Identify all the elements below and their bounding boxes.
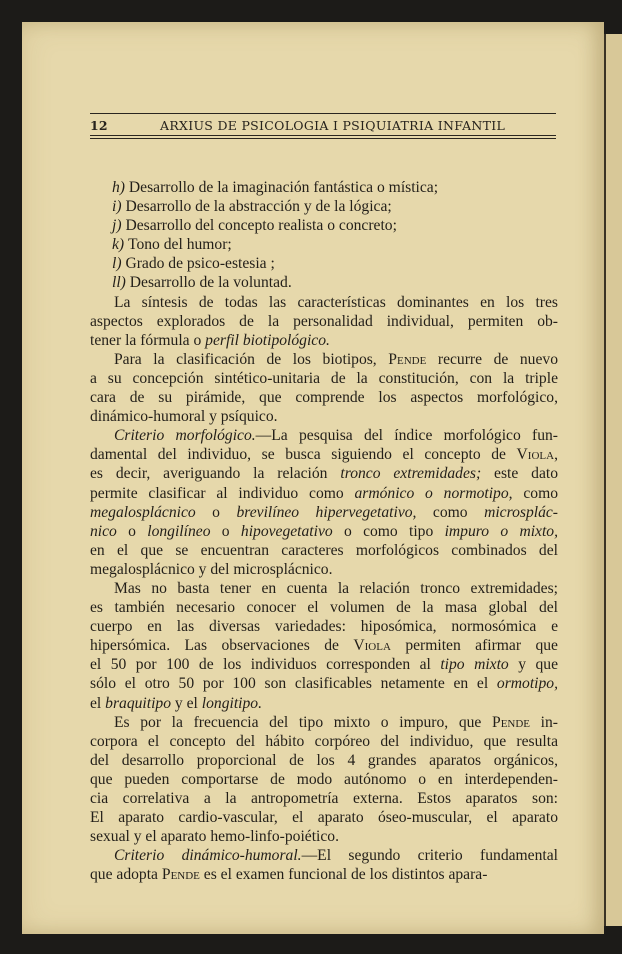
text-line [90,827,558,846]
text-line [90,522,558,541]
text-run: como [416,503,485,521]
author-name: Viola [353,637,391,655]
text-line [90,636,558,655]
text-run: hipersómica. Las observaciones de [90,637,354,655]
text-run: cia correlativa a la antropometría externa. Estos aparatos son: [90,790,558,807]
list-item-line [90,216,558,235]
text-run: recurre de nuevo [426,350,558,368]
text-run: que adopta [90,866,162,884]
italic-text: h) [112,179,129,196]
text-line [90,407,558,426]
text-run: es también necesario conocer el volumen de la masa global del [90,599,558,617]
italic-text: Criterio dinámico-humoral. [114,847,302,865]
text-run: dinámico-humoral y psíquico. [90,408,278,426]
text-run: es el examen funcional de los distintos apara- [199,866,488,884]
text-run: Desarrollo de la abstracción y de la lógica; [125,198,392,216]
text-run: —La pesquisa del índice morfológico fun- [255,427,558,445]
text-run: damental del individuo, se busca siguiendo el concepto de [90,446,517,464]
italic-text: longitipo. [201,694,262,712]
text-line [90,655,558,674]
italic-text: microsplác- [484,503,558,521]
text-run: corpora el concepto del hábito corpóreo del individuo, que resulta [90,732,558,750]
text-run: cara de su pirámide, que comprende los aspectos morfológico, [90,389,558,407]
text-line [90,674,558,693]
text-line [90,388,558,407]
text-line [90,598,558,617]
text-run: , [554,446,558,464]
header-rule-top [90,113,556,114]
text-line [90,541,558,560]
text-run: in- [530,713,558,731]
text-line [90,426,558,445]
list-item-line [90,273,558,292]
text-run: a su concepción sintético-unitaria de la constitución, con la triple [90,369,558,387]
text-run: o como tipo [332,522,445,540]
text-line [90,732,558,751]
text-line [90,751,558,770]
text-run: Desarrollo de la voluntad. [129,274,292,292]
running-title: ARXIUS DE PSICOLOGIA I PSIQUIATRIA INFANTIL [160,118,506,133]
text-run: Para la clasificación de los biotipos, [114,350,389,368]
italic-text: Criterio morfológico. [114,427,256,445]
text-line [90,846,558,865]
italic-text: longilíneo [147,522,211,540]
text-run: megalosplácnico y del microsplácnico. [90,560,333,578]
italic-text: tipo mixto [440,656,509,674]
author-name: Pende [492,713,531,731]
italic-text: i) [112,198,126,216]
text-run: o [116,522,148,540]
text-run: es decir, averiguando la relación [90,465,341,483]
list-item-line [90,254,558,273]
text-run: permiten afirmar que [390,637,558,655]
text-run: Desarrollo del concepto realista o concreto; [125,217,397,235]
author-name: Pende [388,350,427,368]
author-name: Viola [516,446,555,464]
text-line [90,560,558,579]
text-run: este dato [481,465,558,483]
text-run: —El segundo criterio fundamental [301,847,558,865]
next-page-edge [604,34,622,926]
italic-text: nico [90,522,117,540]
italic-text: k) [112,236,129,254]
header-rule-bottom-thin [90,138,556,139]
text-run: sexual y el aparato hemo-linfo-poiético. [90,828,339,846]
text-line [90,617,558,636]
text-line [90,331,558,350]
text-run: del desarrollo proporcional de los 4 grandes aparatos orgánicos, [90,751,558,769]
text-run: La síntesis de todas las características dominantes en los tres [114,293,558,311]
text-line [90,503,558,522]
text-run: aspectos explorados de la personalidad individual, permiten ob- [90,312,558,330]
text-run: cuerpo en las diversas variedades: hiposómica, normosómica e [90,618,558,636]
text-run: el [90,694,106,712]
italic-text: impuro o mixto, [444,522,558,540]
page-number: 12 [90,118,108,133]
text-run: que pueden comportarse de modo autónomo o en interdependen- [90,770,558,788]
italic-text: armónico o normotipo, [354,484,513,502]
text-run: Grado de psico-estesia ; [125,255,275,273]
italic-text: tronco extremidades; [340,465,482,483]
text-line [90,770,558,789]
text-line [90,713,558,732]
list-item-line [90,235,558,254]
author-name: Pende [161,866,200,884]
italic-text: megalosplácnico [90,503,196,521]
text-run: Tono del humor; [128,236,232,254]
text-line [90,445,558,464]
text-line [90,865,558,884]
text-line [90,694,558,713]
text-run: y el [171,694,202,712]
text-run: en el que se encuentran caracteres morfológicos combinados del [90,541,558,559]
text-run: como [512,484,558,502]
list-item-line [90,197,558,216]
text-line [90,789,558,808]
list-item-line [90,178,558,197]
text-run: Mas no basta tener en cuenta la relación tronco extremidades; [114,579,558,597]
text-run: El aparato cardio-vascular, el aparato óseo-muscular, el aparato [90,809,558,827]
text-run: y que [508,656,558,674]
italic-text: perfil biotipológico. [205,331,330,349]
text-line [90,484,558,503]
text-run: Es por la frecuencia del tipo mixto o impuro, que [114,713,493,731]
running-header [90,113,556,139]
italic-text: ll) [112,274,130,292]
italic-text: j) [112,217,126,235]
text-line [90,369,558,388]
header-rule-bottom [90,135,556,136]
text-run: tener la fórmula o [90,331,206,349]
text-line [90,808,558,827]
italic-text: brevilíneo hipervegetativo, [236,503,417,521]
text-line [90,293,558,312]
italic-text: ormotipo, [496,675,558,693]
text-run: Desarrollo de la imaginación fantástica o mística; [128,179,439,196]
text-run: el 50 por 100 de los individuos corresponden al [90,656,441,674]
text-line [90,579,558,598]
text-line [90,312,558,331]
italic-text: braquitipo [105,694,172,712]
italic-text: hipovegetativo [240,522,333,540]
text-line [90,464,558,483]
text-run: o [195,503,237,521]
text-run: sólo el otro 50 por 100 son clasificables netamente en el [90,675,497,693]
text-run: permite clasificar al individuo como [90,484,355,502]
text-run: o [210,522,241,540]
text-line [90,350,558,369]
italic-text: l) [112,255,126,273]
body-text [90,178,558,884]
